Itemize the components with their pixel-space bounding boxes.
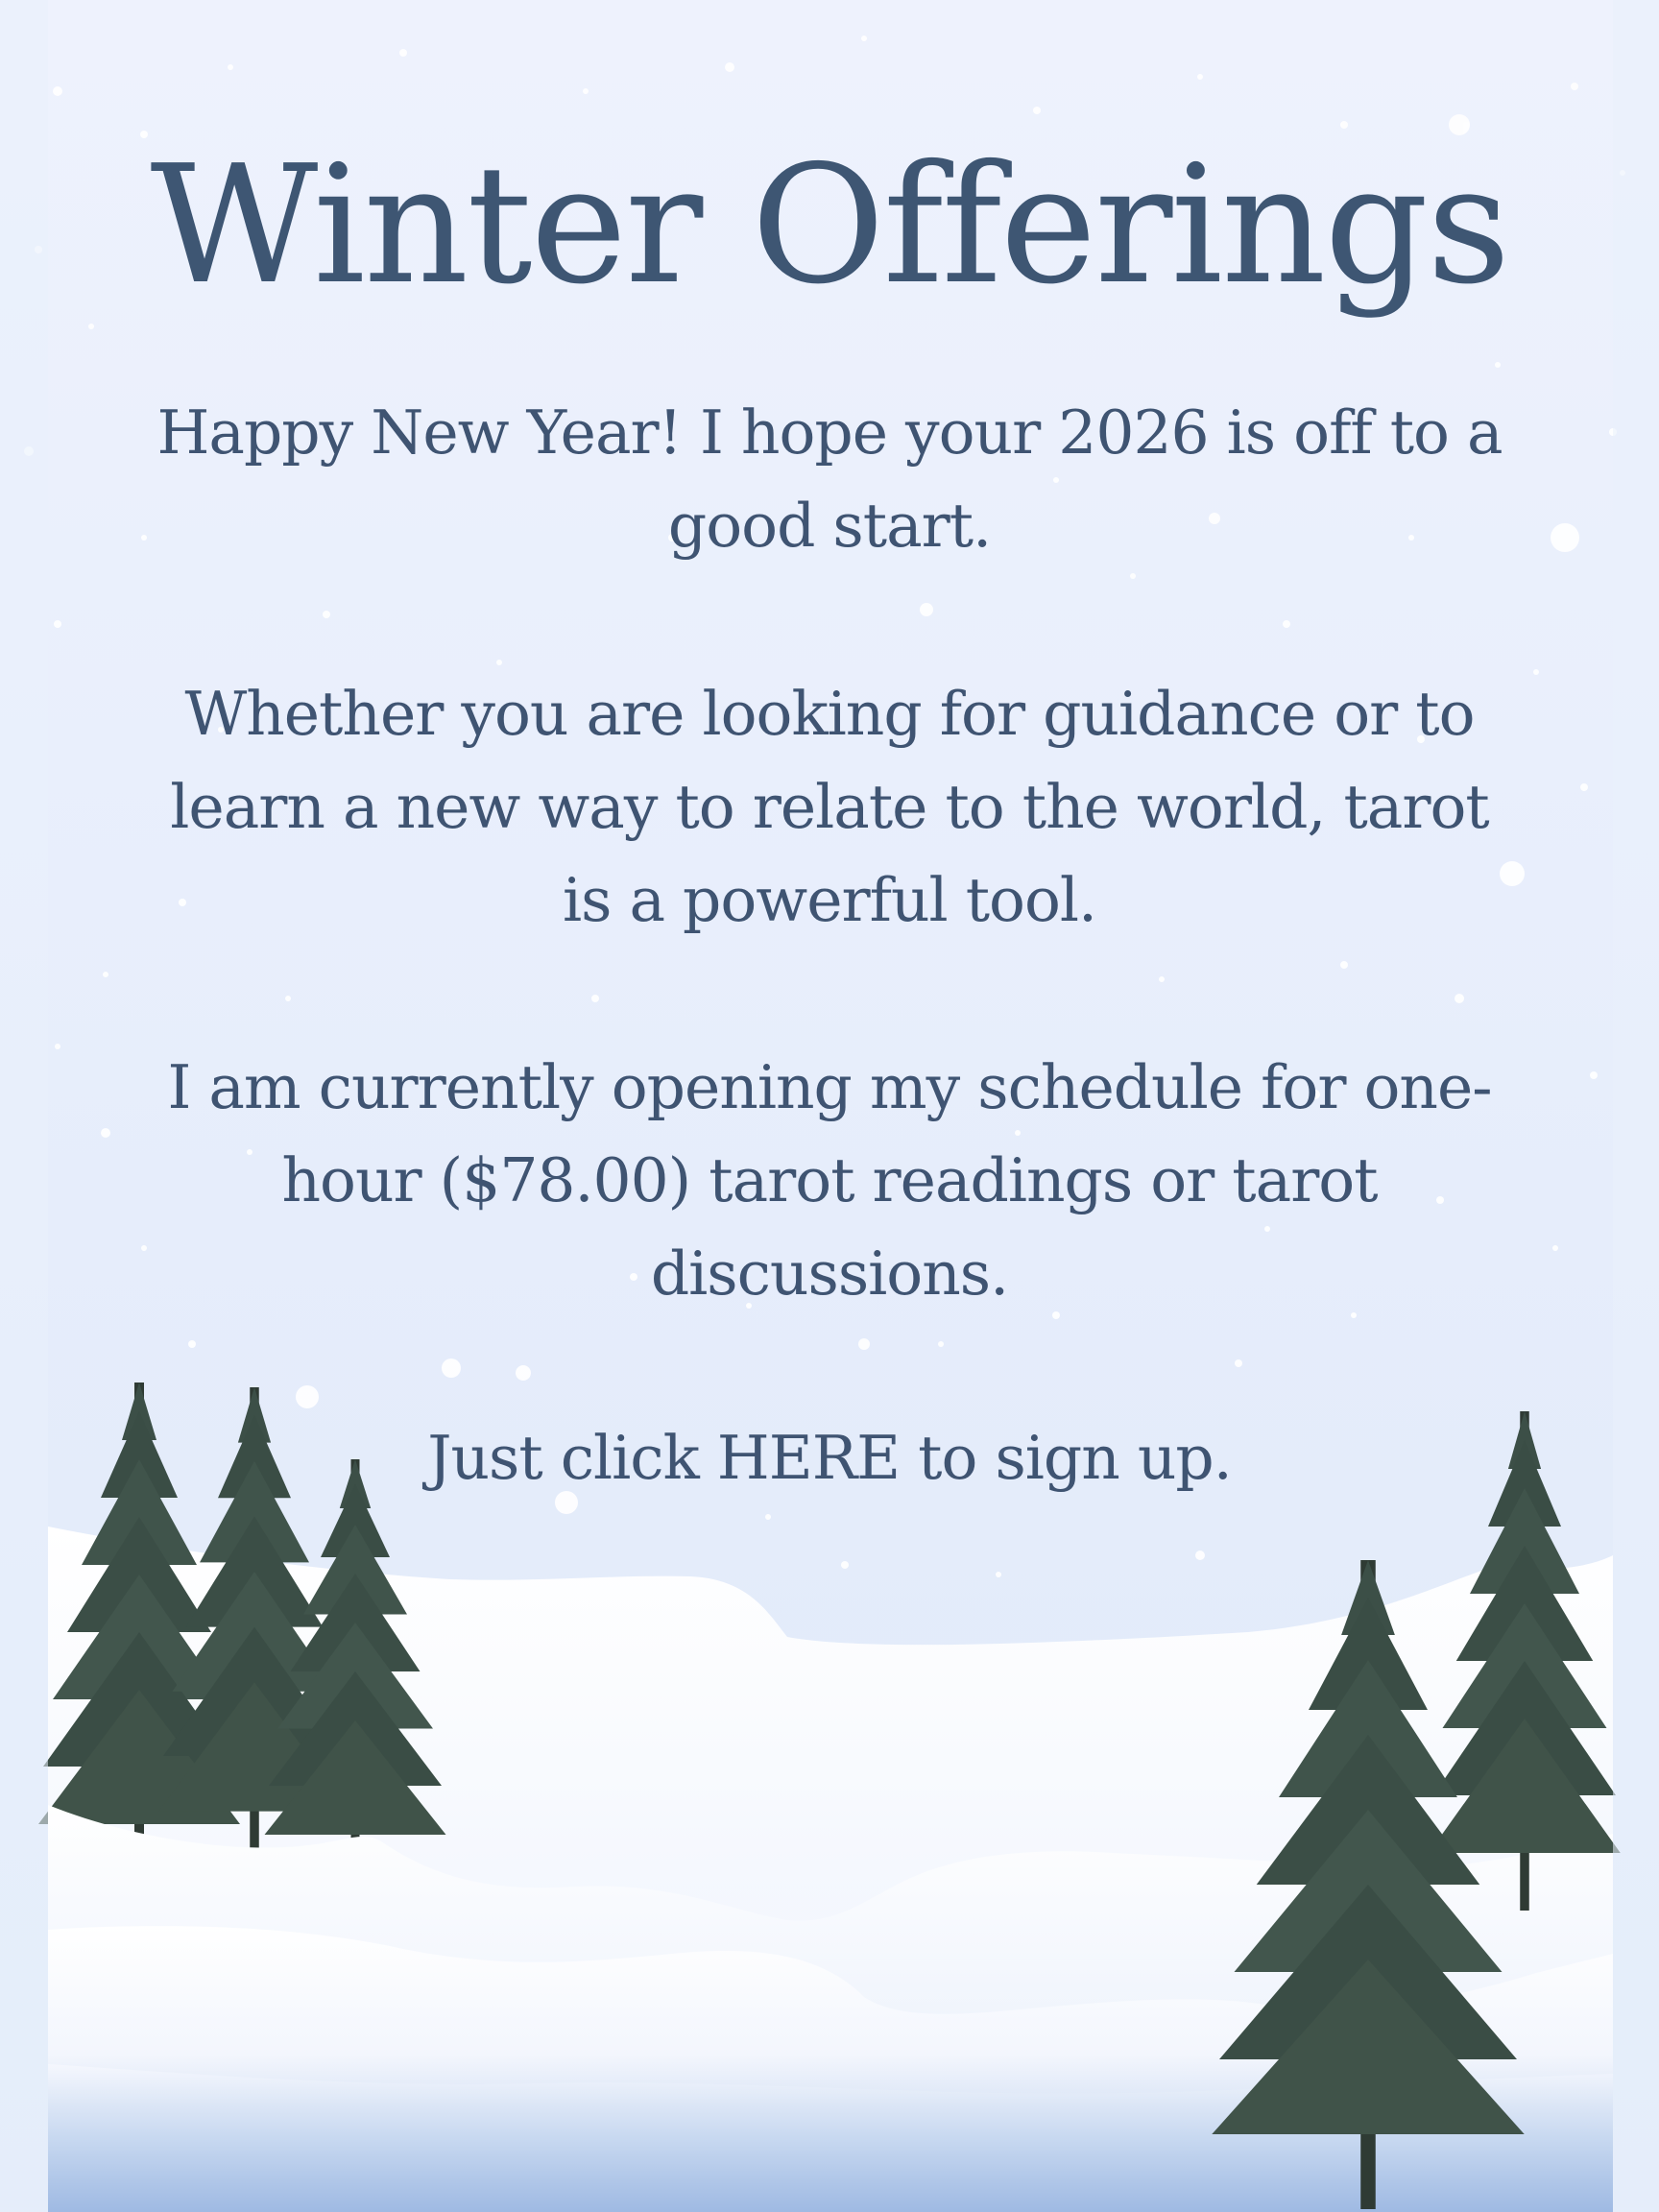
signup-text-after: to sign up. [900, 1423, 1232, 1493]
page-title: Winter Offerings [150, 131, 1509, 321]
tarot-intro-line-2: learn a new way to relate to the world, tarot [170, 772, 1489, 842]
greeting-line-1: Happy New Year! I hope your 2026 is off to a [156, 397, 1503, 468]
schedule-line-2: hour ($78.00) tarot readings or tarot [281, 1145, 1378, 1215]
greeting-paragraph [138, 386, 1521, 572]
signup-call-to-action [138, 1411, 1521, 1504]
tarot-intro-line-1: Whether you are looking for guidance or to [184, 679, 1475, 749]
greeting-line-2: good start. [667, 491, 992, 561]
schedule-paragraph [138, 1041, 1521, 1320]
schedule-line-1: I am currently opening my schedule for one- [167, 1052, 1492, 1122]
tarot-intro-line-3: is a powerful tool. [562, 865, 1097, 935]
signup-line [138, 1411, 1521, 1504]
tarot-intro-paragraph [138, 667, 1521, 947]
signup-text-before: Just click [427, 1423, 717, 1493]
signup-here-link[interactable]: HERE [716, 1423, 901, 1493]
schedule-line-3: discussions. [650, 1238, 1009, 1309]
